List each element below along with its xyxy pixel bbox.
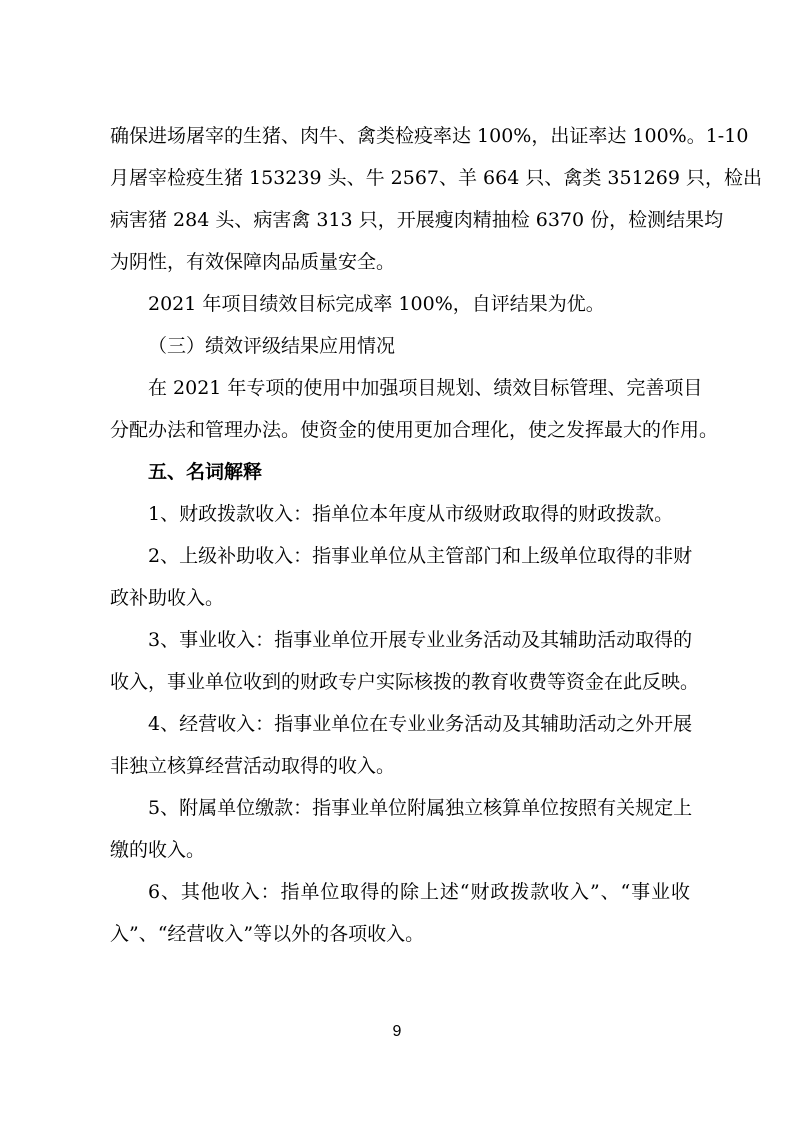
section-heading: 五、名词解释 — [148, 461, 263, 483]
definition-item: 2、上级补助收入：指事业单位从主管部门和上级单位取得的非财 — [148, 545, 693, 567]
paragraph-completion: 2021 年项目绩效目标完成率 100%，自评结果为优。 — [148, 293, 605, 315]
paragraph-line: 分配办法和管理办法。使资金的使用更加合理化，使之发挥最大的作用。 — [110, 419, 719, 441]
definition-item-continuation: 收入，事业单位收到的财政专户实际核拨的教育收费等资金在此反映。 — [110, 671, 700, 693]
definition-item-continuation: 入”、“经营收入”等以外的各项收入。 — [110, 923, 425, 945]
paragraph-line: 确保进场屠宰的生猪、肉牛、禽类检疫率达 100%，出证率达 100%。1-10 — [110, 125, 749, 147]
definition-item: 3、事业收入：指事业单位开展专业业务活动及其辅助活动取得的 — [148, 629, 693, 651]
definition-item-continuation: 缴的收入。 — [110, 839, 206, 861]
definition-item: 6、其他收入：指单位取得的除上述“财政拨款收入”、“事业收 — [148, 881, 690, 903]
definition-item-continuation: 非独立核算经营活动取得的收入。 — [110, 755, 396, 777]
definition-item: 4、经营收入：指事业单位在专业业务活动及其辅助活动之外开展 — [148, 713, 693, 735]
paragraph-line: 在 2021 年专项的使用中加强项目规划、绩效目标管理、完善项目 — [148, 377, 703, 399]
page-number: 9 — [392, 1023, 402, 1040]
definition-item: 5、附属单位缴款：指事业单位附属独立核算单位按照有关规定上 — [148, 797, 693, 819]
paragraph-line: 为阴性，有效保障肉品质量安全。 — [110, 251, 396, 273]
paragraph-line: 病害猪 284 头、病害禽 313 只，开展瘦肉精抽检 6370 份，检测结果均 — [110, 209, 724, 231]
definition-item-continuation: 政补助收入。 — [110, 587, 225, 609]
definition-item: 1、财政拨款收入：指单位本年度从市级财政取得的财政拨款。 — [148, 503, 674, 525]
paragraph-line: 月屠宰检疫生猪 153239 头、牛 2567、羊 664 只、禽类 351269 只，检出 — [110, 167, 762, 189]
subheading-three: （三）绩效评级结果应用情况 — [148, 335, 396, 357]
